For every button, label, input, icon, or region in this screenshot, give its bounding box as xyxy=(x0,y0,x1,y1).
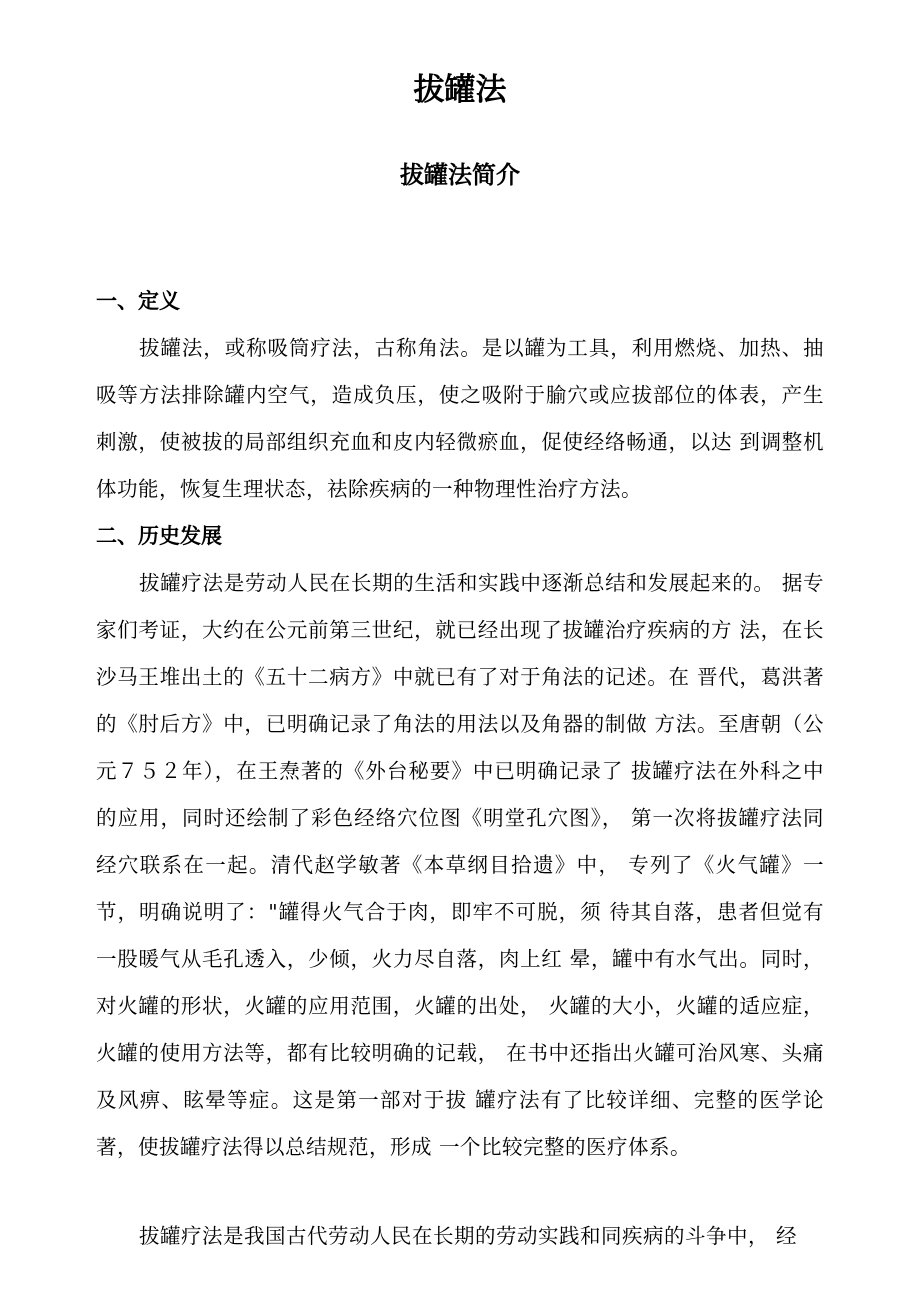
history-closing-paragraph: 拔罐疗法是我国古代劳动人民在长期的劳动实践和同疾病的斗争中， 经 xyxy=(139,1223,798,1248)
history-paragraph: 拔罐疗法是劳动人民在长期的生活和实践中逐渐总结和发展起来的。 据专家们考证，大约在公元前第三世纪，就已经出现了拔罐治疗疾病的方 法，在长沙马王堆出土的《五十二病方》中就已有了对于角法的记述。在 晋代，葛洪著的《肘后方》中，已明确记录了角法的用法以及角器的制做 方法。至唐朝（公元７５２年），在王焘著的《外台秘要》中已明确记录了 拔罐疗法在外科之中的应用，同时还绘制了彩色经络穴位图《明堂孔穴图》， 第一次将拔罐疗法同经穴联系在一起。清代赵学敏著《本草纲目拾遗》中， 专列了《火气罐》一节，明确说明了："罐得火气合于肉，即牢不可脱，须 待其自落，患者但觉有一股暖气从毛孔透入，少倾，火力尽自落，肉上红 晕，罐中有水气出。同时，对火罐的形状，火罐的应用范围，火罐的出处， 火罐的大小，火罐的适应症，火罐的使用方法等，都有比较明确的记载， 在书中还指出火罐可治风寒、头痛及风痹、眩晕等症。这是第一部对于拔 罐疗法有了比较详细、完整的医学论著，使拔罐疗法得以总结规范，形成 一个比较完整的医疗体系。 xyxy=(96,570,824,1159)
document-subtitle: 拔罐法简介 xyxy=(400,161,520,190)
document-title: 拔罐法 xyxy=(413,72,507,108)
definition-paragraph: 拔罐法，或称吸筒疗法，古称角法。是以罐为工具，利用燃烧、加热、抽吸等方法排除罐内空气，造成负压，使之吸附于腧穴或应拔部位的体表，产生刺激，使被拔的局部组织充血和皮内轻微瘀血，促使经络畅通，以达 到调整机体功能，恢复生理状态，祛除疾病的一种物理性治疗方法。 xyxy=(96,335,824,501)
section-heading-definition: 一、定义 xyxy=(96,288,180,313)
section-heading-history: 二、历史发展 xyxy=(96,523,222,548)
